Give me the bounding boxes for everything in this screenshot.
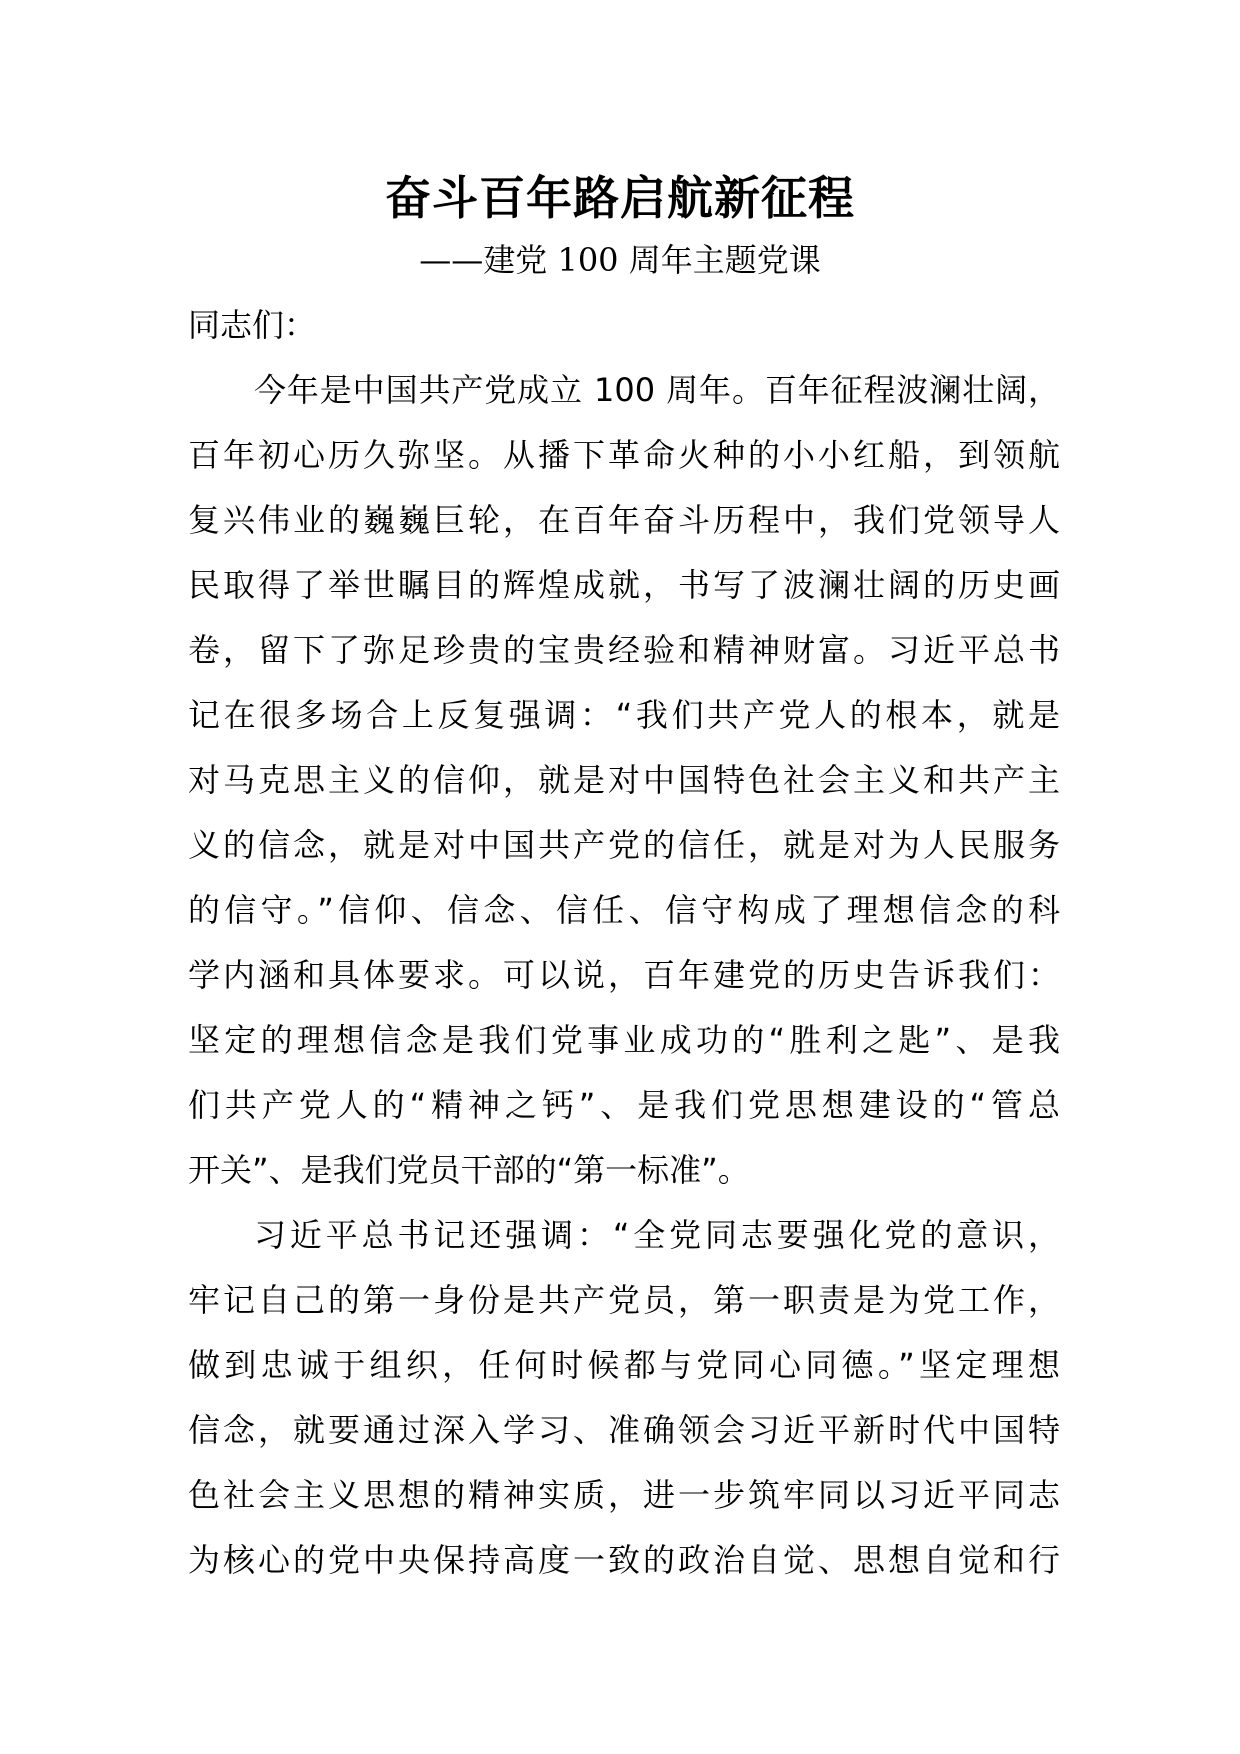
paragraph-2-line: 信念，就要通过深入学习、准确领会习近平新时代中国特	[188, 1411, 1060, 1449]
paragraph-1-line: 开关”、是我们党员干部的“第一标准”。	[188, 1151, 750, 1189]
paragraph-1-line: 们共产党人的“精神之钙”、是我们党思想建设的“管总	[188, 1086, 1060, 1124]
paragraph-1-line: 的信守。”信仰、信念、信任、信守构成了理想信念的科	[188, 891, 1060, 929]
paragraph-2-line: 做到忠诚于组织，任何时候都与党同心同德。”坚定理想	[188, 1346, 1060, 1384]
paragraph-2-line: 牢记自己的第一身份是共产党员，第一职责是为党工作，	[188, 1281, 1060, 1319]
page-title: 奋斗百年路启航新征程	[385, 171, 855, 225]
paragraph-2-line: 色社会主义思想的精神实质，进一步筑牢同以习近平同志	[188, 1476, 1060, 1514]
salutation: 同志们：	[188, 306, 317, 344]
paragraph-2-line: 习近平总书记还强调：“全党同志要强化党的意识，	[254, 1216, 1060, 1254]
paragraph-1-line: 对马克思主义的信仰，就是对中国特色社会主义和共产主	[188, 761, 1060, 799]
paragraph-1-line: 今年是中国共产党成立 100 周年。百年征程波澜壮阔，	[254, 371, 1060, 409]
page-subtitle: ——建党 100 周年主题党课	[419, 241, 821, 279]
paragraph-1-line: 记在很多场合上反复强调：“我们共产党人的根本，就是	[188, 696, 1060, 734]
paragraph-1-line: 学内涵和具体要求。可以说，百年建党的历史告诉我们：	[188, 956, 1060, 994]
paragraph-1-line: 民取得了举世瞩目的辉煌成就，书写了波澜壮阔的历史画	[188, 566, 1060, 604]
paragraph-1-line: 复兴伟业的巍巍巨轮，在百年奋斗历程中，我们党领导人	[188, 501, 1060, 539]
paragraph-1-line: 坚定的理想信念是我们党事业成功的“胜利之匙”、是我	[188, 1021, 1060, 1059]
body-text	[188, 368, 1060, 1603]
paragraph-1-line: 卷，留下了弥足珍贵的宝贵经验和精神财富。习近平总书	[188, 631, 1060, 669]
paragraph-1-line: 义的信念，就是对中国共产党的信任，就是对为人民服务	[188, 826, 1060, 864]
paragraph-2-line: 为核心的党中央保持高度一致的政治自觉、思想自觉和行	[188, 1541, 1060, 1579]
paragraph-1-line: 百年初心历久弥坚。从播下革命火种的小小红船，到领航	[188, 436, 1060, 474]
